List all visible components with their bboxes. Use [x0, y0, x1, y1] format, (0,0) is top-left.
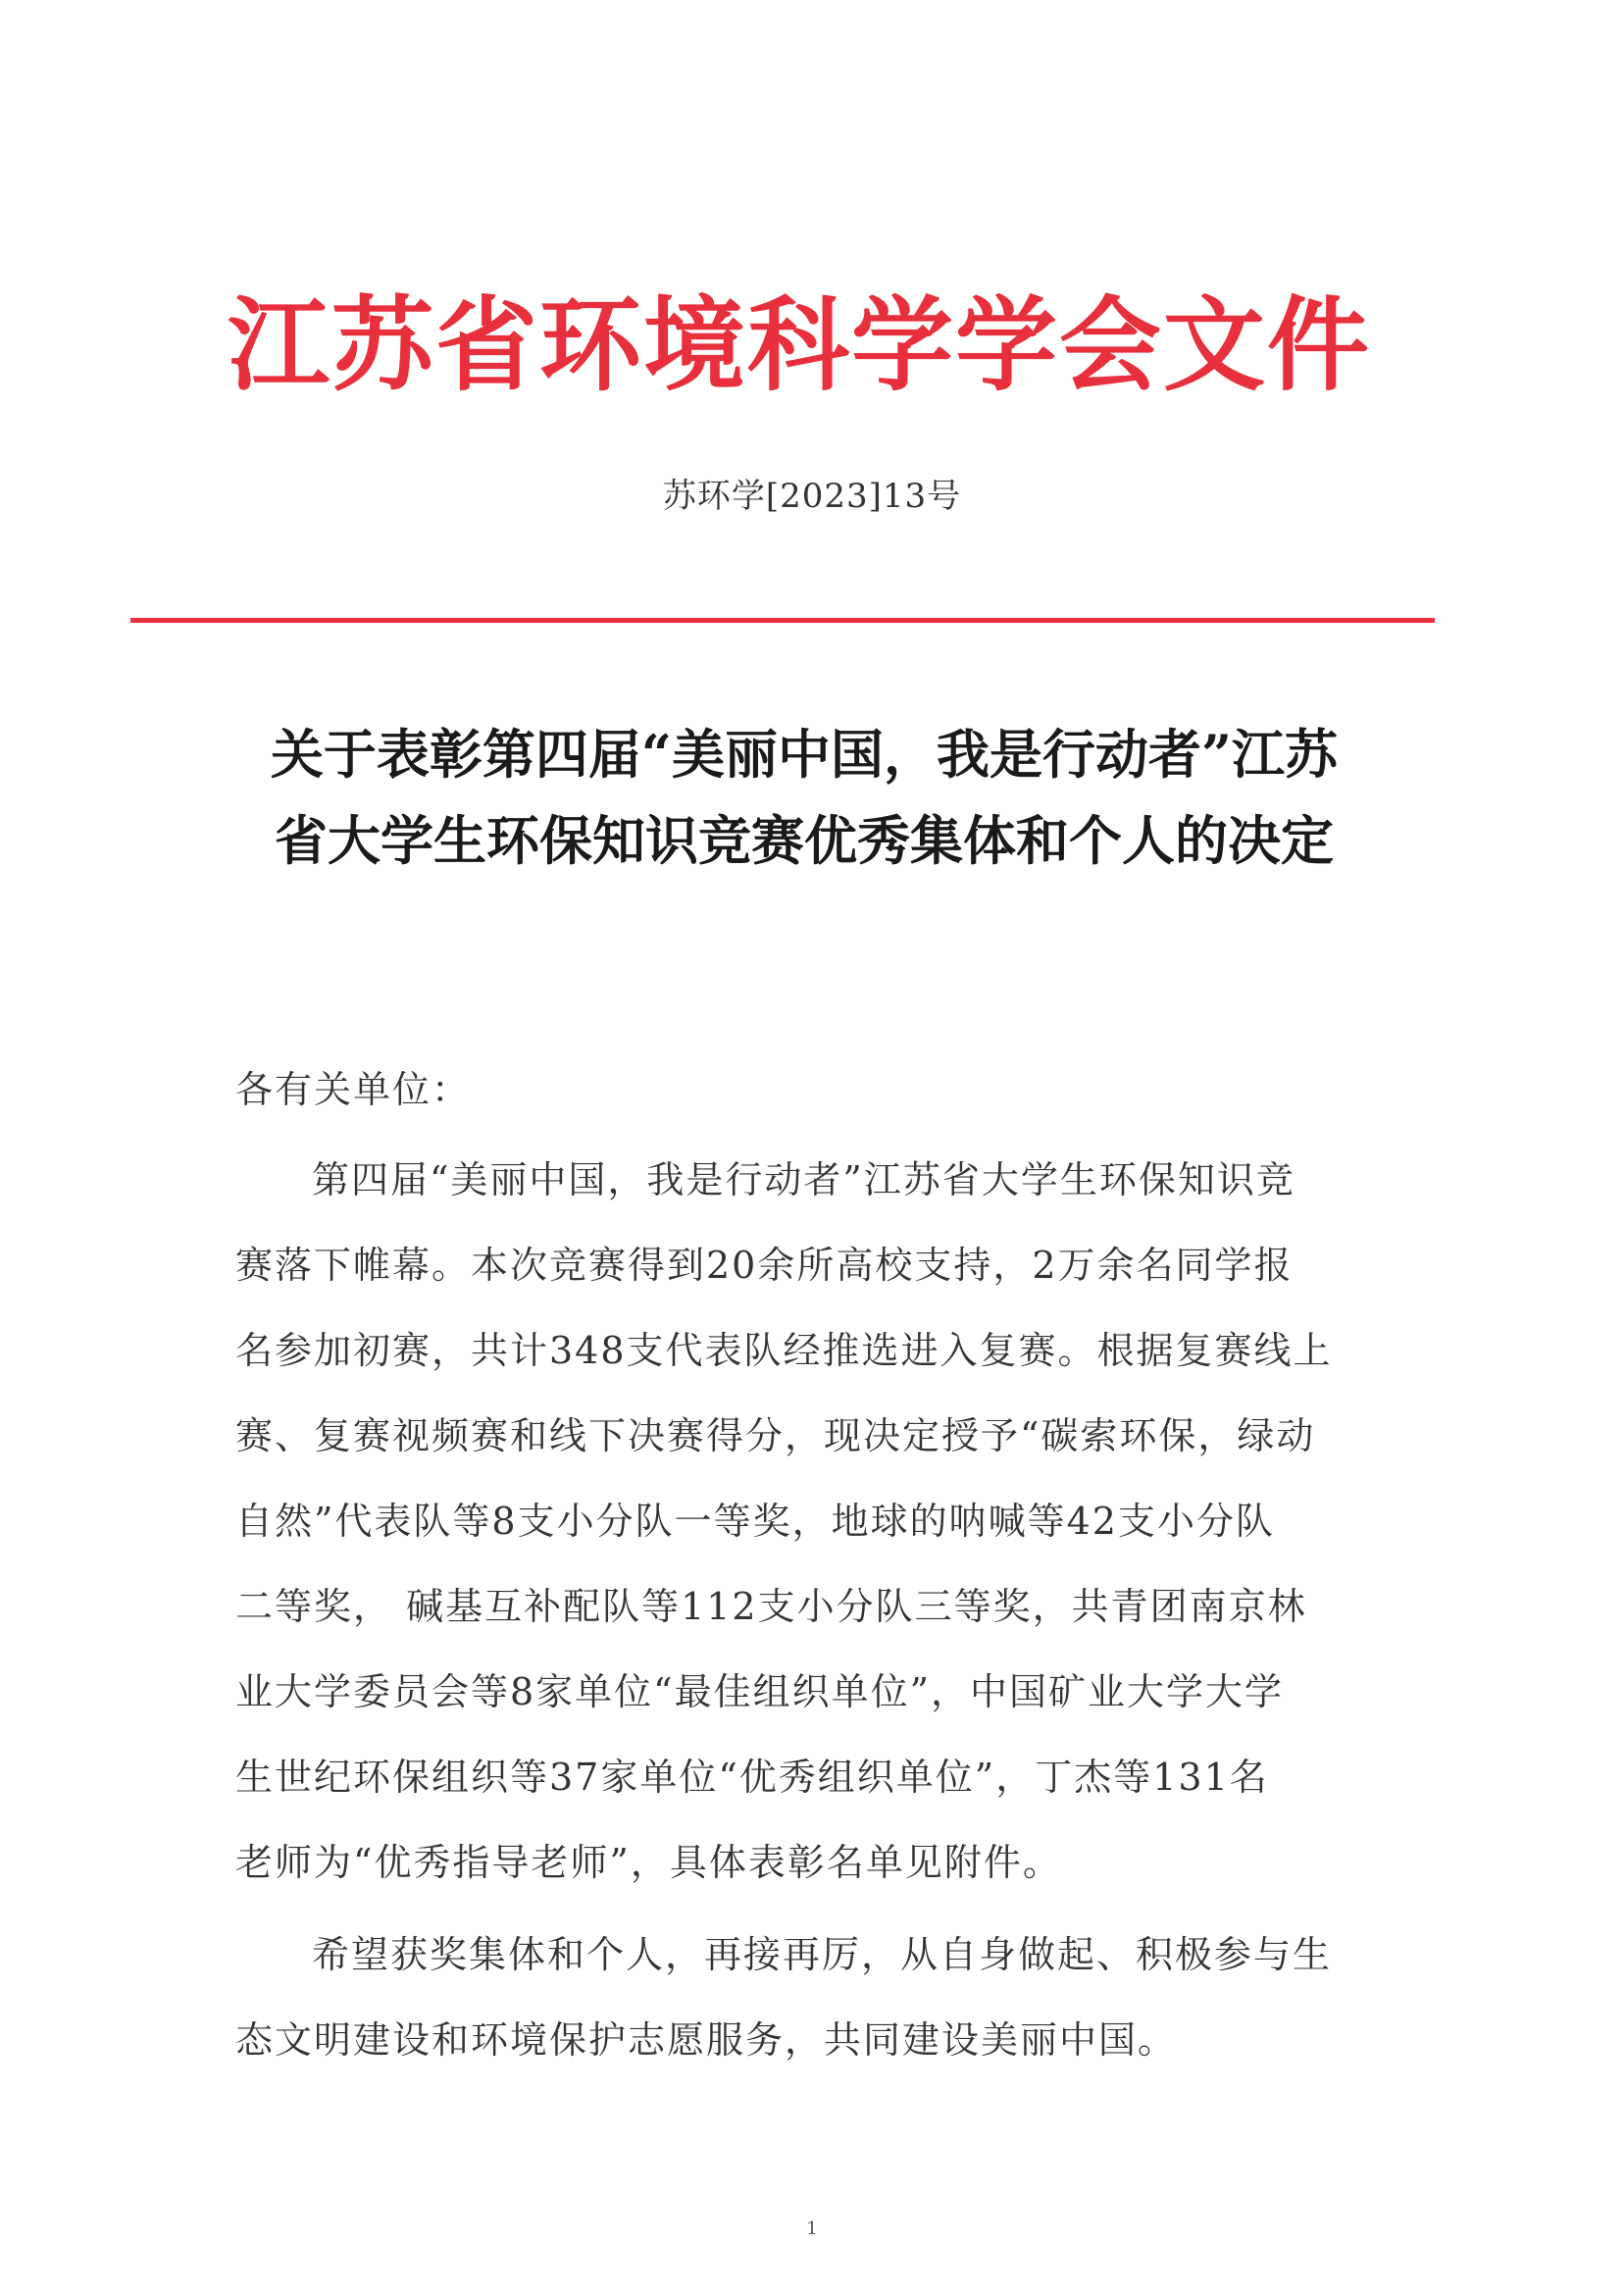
paragraph-1-line: 业大学委员会等8家单位“最佳组织单位”，中国矿业大学大学	[235, 1670, 1285, 1713]
salutation: 各有关单位：	[235, 1068, 472, 1111]
paragraph-1-line: 名参加初赛，共计348支代表队经推选进入复赛。根据复赛线上	[235, 1329, 1333, 1372]
paragraph-1-line: 第四届“美丽中国，我是行动者”江苏省大学生环保知识竞	[312, 1158, 1295, 1201]
title-line-1: 关于表彰第四届“美丽中国，我是行动者”江苏	[270, 723, 1339, 786]
paragraph-1-line: 生世纪环保组织等37家单位“优秀组织单位”，丁杰等131名	[235, 1756, 1269, 1799]
paragraph-1-line: 自然”代表队等8支小分队一等奖，地球的呐喊等42支小分队	[235, 1500, 1275, 1543]
title-line-2: 省大学生环保知识竞赛优秀集体和个人的决定	[275, 809, 1334, 872]
paragraph-1-line: 赛、复赛视频赛和线下决赛得分，现决定授予“碳索环保，绿动	[235, 1414, 1316, 1457]
paragraph-2-line: 态文明建设和环境保护志愿服务，共同建设美丽中国。	[235, 2018, 1178, 2062]
paragraph-1-line: 二等奖， 碱基互补配队等112支小分队三等奖，共青团南京林	[235, 1585, 1307, 1628]
document-number: 苏环学[2023]13号	[662, 477, 962, 516]
page-number: 1	[806, 2218, 818, 2239]
paragraph-2	[235, 1912, 1363, 2083]
paragraph-1-line: 老师为“优秀指导老师”，具体表彰名单见附件。	[235, 1841, 1062, 1884]
paragraph-1	[235, 1138, 1363, 1906]
masthead-title: 江苏省环境科学学会文件	[227, 284, 1371, 405]
paragraph-1-line: 赛落下帷幕。本次竞赛得到20余所高校支持，2万余名同学报	[235, 1244, 1294, 1287]
red-separator-line	[130, 618, 1435, 623]
document-title	[216, 711, 1393, 884]
paragraph-2-line: 希望获奖集体和个人，再接再厉，从自身做起、积极参与生	[312, 1933, 1333, 1976]
